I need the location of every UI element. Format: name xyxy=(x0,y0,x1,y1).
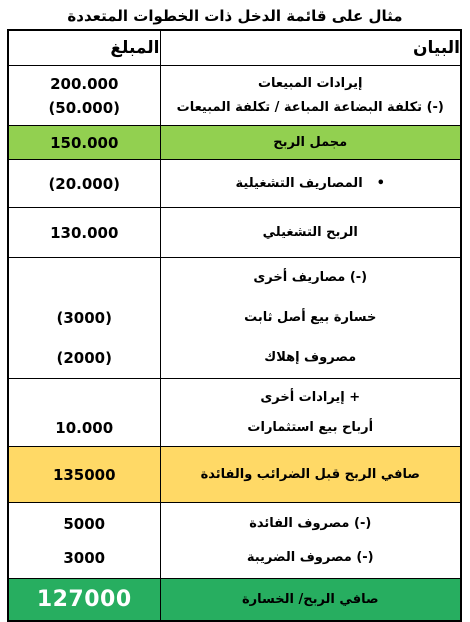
tax-expense-amount: 3000 xyxy=(63,548,106,567)
operating-profit-label: الربح التشغيلي xyxy=(160,208,461,258)
cost-of-sales-amount: (50.000) xyxy=(48,98,121,117)
operating-profit-amount: 130.000 xyxy=(8,208,160,258)
ebit-amount: 135000 xyxy=(8,447,160,503)
asset-sale-loss-amount: (3000) xyxy=(56,309,112,327)
page-title: مثال على قائمة الدخل ذات الخطوات المتعددة xyxy=(67,7,403,25)
sales-amounts xyxy=(8,66,160,126)
sales-revenue-amount: 200.000 xyxy=(50,74,119,93)
sales-descriptions xyxy=(160,66,461,126)
other-revenues-label: + إيرادات أخرى xyxy=(260,389,361,405)
interest-tax-descriptions xyxy=(160,503,461,579)
interest-tax-amounts xyxy=(8,503,160,579)
net-profit-label: صافي الربح/ الخسارة xyxy=(160,579,461,621)
sales-row xyxy=(8,66,461,126)
other-revenues-amount xyxy=(9,383,160,413)
cost-of-sales-label: (-) تكلفة البضاعة المباعة / تكلفة المبيعات xyxy=(176,99,444,115)
tax-expense-label: (-) مصروف الضريبة xyxy=(246,549,374,565)
amount-column-header: المبلغ xyxy=(8,30,160,66)
other-revenues-descriptions xyxy=(160,379,461,447)
operating-expenses-cell xyxy=(160,160,461,208)
investment-gain-amount: 10.000 xyxy=(55,418,114,437)
ebit-label: صافي الربح قبل الضرائب والفائدة xyxy=(160,447,461,503)
depreciation-label: مصروف إهلاك xyxy=(264,350,357,365)
operating-expenses-row xyxy=(8,160,461,208)
gross-profit-row xyxy=(8,126,461,160)
interest-expense-amount: 5000 xyxy=(63,514,106,533)
gross-profit-label: مجمل الربح xyxy=(160,126,461,160)
other-expenses-amount xyxy=(9,258,160,298)
income-statement-table xyxy=(7,29,462,622)
operating-profit-row xyxy=(8,208,461,258)
gross-profit-amount: 150.000 xyxy=(8,126,160,160)
net-profit-row xyxy=(8,579,461,621)
other-revenues-amounts xyxy=(8,379,160,447)
sales-revenue-label: إيرادات المبيعات xyxy=(257,75,363,91)
investment-gain-label: أرباح بيع استثمارات xyxy=(247,419,374,435)
other-revenues-row xyxy=(8,379,461,447)
asset-sale-loss-label: خسارة بيع أصل ثابت xyxy=(244,310,377,325)
other-expenses-descriptions xyxy=(160,258,461,379)
net-profit-amount: 127000 xyxy=(8,579,160,621)
bullet-icon: • xyxy=(376,176,385,191)
description-column-header: البيان xyxy=(160,30,461,66)
interest-expense-label: (-) مصروف الفائدة xyxy=(249,515,372,531)
operating-expenses-label: المصاريف التشغيلية xyxy=(235,176,363,191)
ebit-row xyxy=(8,447,461,503)
operating-expenses-amount: (20.000) xyxy=(8,160,160,208)
header-row xyxy=(8,30,461,66)
depreciation-amount: (2000) xyxy=(56,349,112,367)
other-expenses-amounts xyxy=(8,258,160,379)
other-expenses-row xyxy=(8,258,461,379)
interest-tax-row xyxy=(8,503,461,579)
other-expenses-label: (-) مصاريف أخرى xyxy=(253,270,368,285)
